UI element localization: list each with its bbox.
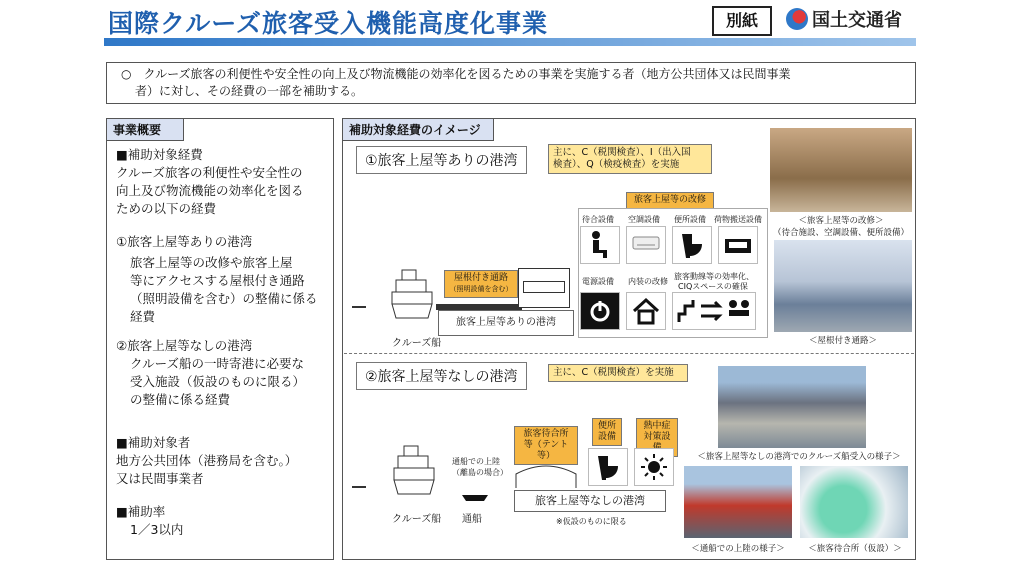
photo1-subcaption: （待合施設、空調設備、便所設備）	[772, 228, 909, 238]
roof-walkway-label	[444, 270, 518, 298]
heat-label-line: 対策設	[643, 432, 671, 442]
case2-building-label: 旅客上屋等なしの港湾	[514, 490, 666, 512]
summary-line-1: ○ クルーズ旅客の利便性や安全性の向上及び物流機能の効率化を図るための事業を実施する者（地方公共団体又は民間事業	[121, 67, 791, 81]
case2-note: 主に、C（税関検査）を実施	[548, 364, 688, 382]
photo5-caption: ＜旅客待合所（仮設）＞	[808, 544, 902, 554]
case2-line: クルーズ船の一時寄港に必要な	[130, 356, 305, 371]
case1-note	[548, 144, 712, 174]
renovation-label: 旅客上屋等の改修	[626, 192, 714, 209]
tent-label-line: 旅客待合所	[523, 429, 569, 439]
tender-note	[452, 456, 508, 478]
flow-label: 旅客動線等の効率化、	[674, 272, 754, 281]
power-label: 電源設備	[582, 277, 614, 286]
page-title: 国際クルーズ旅客受入機能高度化事業	[108, 9, 549, 38]
ship-label-1: クルーズ船	[392, 338, 442, 349]
tender-boat-icon	[460, 488, 490, 500]
case-divider	[344, 353, 914, 354]
photo3-caption: ＜旅客上屋等なしの港湾でのクルーズ船受入の様子＞	[697, 452, 901, 462]
aircon-icon	[626, 226, 666, 264]
mlit-logo-icon	[786, 8, 808, 30]
ministry-logo	[786, 6, 902, 32]
roof-label-sub: （照明設備を含む）	[449, 285, 513, 293]
cruise-ship-icon	[390, 268, 434, 324]
baggage-conveyor-icon	[718, 226, 758, 264]
case1-line: 経費	[130, 309, 156, 324]
water-level-icon-2	[352, 486, 366, 489]
toilet-label: 便所設備	[674, 215, 706, 224]
interior-label: 内装の改修	[628, 277, 668, 286]
attachment-tag: 別紙	[712, 6, 772, 36]
toilet2-label-line: 便所	[597, 421, 616, 431]
case2-label: ②旅客上屋等なしの港湾	[356, 362, 527, 390]
rate-value: 1／3以内	[130, 522, 184, 537]
pier-reception-photo	[718, 366, 866, 448]
waiting-label: 待合設備	[582, 215, 614, 224]
waiting-seat-icon	[580, 226, 620, 264]
toilet-icon	[672, 226, 712, 264]
roof-label-main: 屋根付き通路	[453, 273, 508, 283]
water-level-icon	[352, 306, 366, 309]
photo4-caption: ＜通船での上陸の様子＞	[691, 544, 785, 554]
photo1-caption: ＜旅客上屋等の改修＞	[798, 216, 884, 226]
cruise-ship-icon-2	[392, 444, 436, 500]
recipient-line: 地方公共団体（港務局を含む。）	[116, 453, 298, 468]
tender-landing-photo	[684, 466, 792, 538]
case1-line: 旅客上屋等の改修や旅客上屋	[130, 255, 293, 270]
case2-line: 受入施設（仮設のものに限る）	[130, 374, 306, 389]
case2-line: の整備に係る経費	[130, 392, 231, 407]
toilet2-label-line: 設備	[597, 432, 616, 442]
ship-label-2: クルーズ船	[392, 514, 442, 525]
summary-box	[106, 62, 916, 104]
toilet2-label	[592, 418, 622, 446]
ciq-label: CIQスペースの確保	[678, 282, 748, 291]
case1-line: （照明設備を含む）の整備に係る	[130, 291, 318, 306]
logo-text: 国土交通省	[812, 10, 902, 31]
heat-label-line: 熱中症	[643, 421, 671, 431]
terminal-interior-photo	[770, 128, 912, 212]
tender-note-line: 通船での上陸	[452, 457, 500, 466]
cost-desc-line: クルーズ旅客の利便性や安全性の	[116, 165, 303, 180]
tent-icon	[514, 460, 578, 490]
temporary-note: ※仮設のものに限る	[556, 517, 627, 526]
covered-walkway-photo	[774, 240, 912, 332]
passenger-flow-icon	[672, 292, 756, 330]
case1-line: 等にアクセスする屋根付き通路	[130, 273, 305, 288]
overview-tab: 事業概要	[106, 118, 184, 141]
baggage-label: 荷物搬送設備	[714, 215, 762, 224]
tender-note-line: （離島の場合）	[452, 468, 508, 477]
sun-icon	[634, 448, 674, 486]
aircon-label: 空調設備	[628, 215, 660, 224]
tent-label-line: 等（テント等）	[523, 440, 569, 461]
temporary-waiting-tent-photo	[800, 466, 908, 538]
subsidy-cost-heading: ■補助対象経費	[116, 147, 203, 162]
power-icon	[580, 292, 620, 330]
recipient-line: 又は民間事業者	[116, 471, 204, 486]
photo2-caption: ＜屋根付き通路＞	[808, 336, 877, 346]
terminal-building	[518, 268, 570, 308]
interior-house-icon	[626, 292, 666, 330]
case2-heading: ②旅客上屋等なしの港湾	[116, 338, 253, 353]
recipient-heading: ■補助対象者	[116, 435, 191, 450]
case1-label: ①旅客上屋等ありの港湾	[356, 146, 527, 174]
cost-desc-line: ための以下の経費	[116, 201, 217, 216]
rate-heading: ■補助率	[116, 504, 166, 519]
tender-label: 通船	[462, 514, 482, 525]
case1-note-line: 主に、C（税関検査）、I（出入国	[553, 147, 691, 158]
case1-note-line: 検査）、Q（検疫検査）を実施	[553, 159, 680, 170]
title-underline	[104, 38, 916, 46]
case1-heading: ①旅客上屋等ありの港湾	[116, 234, 253, 249]
overview-text	[116, 146, 330, 539]
image-tab: 補助対象経費のイメージ	[342, 118, 494, 141]
toilet2-icon	[588, 448, 628, 486]
summary-line-2: 者）に対し、その経費の一部を補助する。	[135, 84, 364, 98]
cost-desc-line: 向上及び物流機能の効率化を図る	[116, 183, 304, 198]
case1-building-label: 旅客上屋等ありの港湾	[438, 310, 574, 336]
